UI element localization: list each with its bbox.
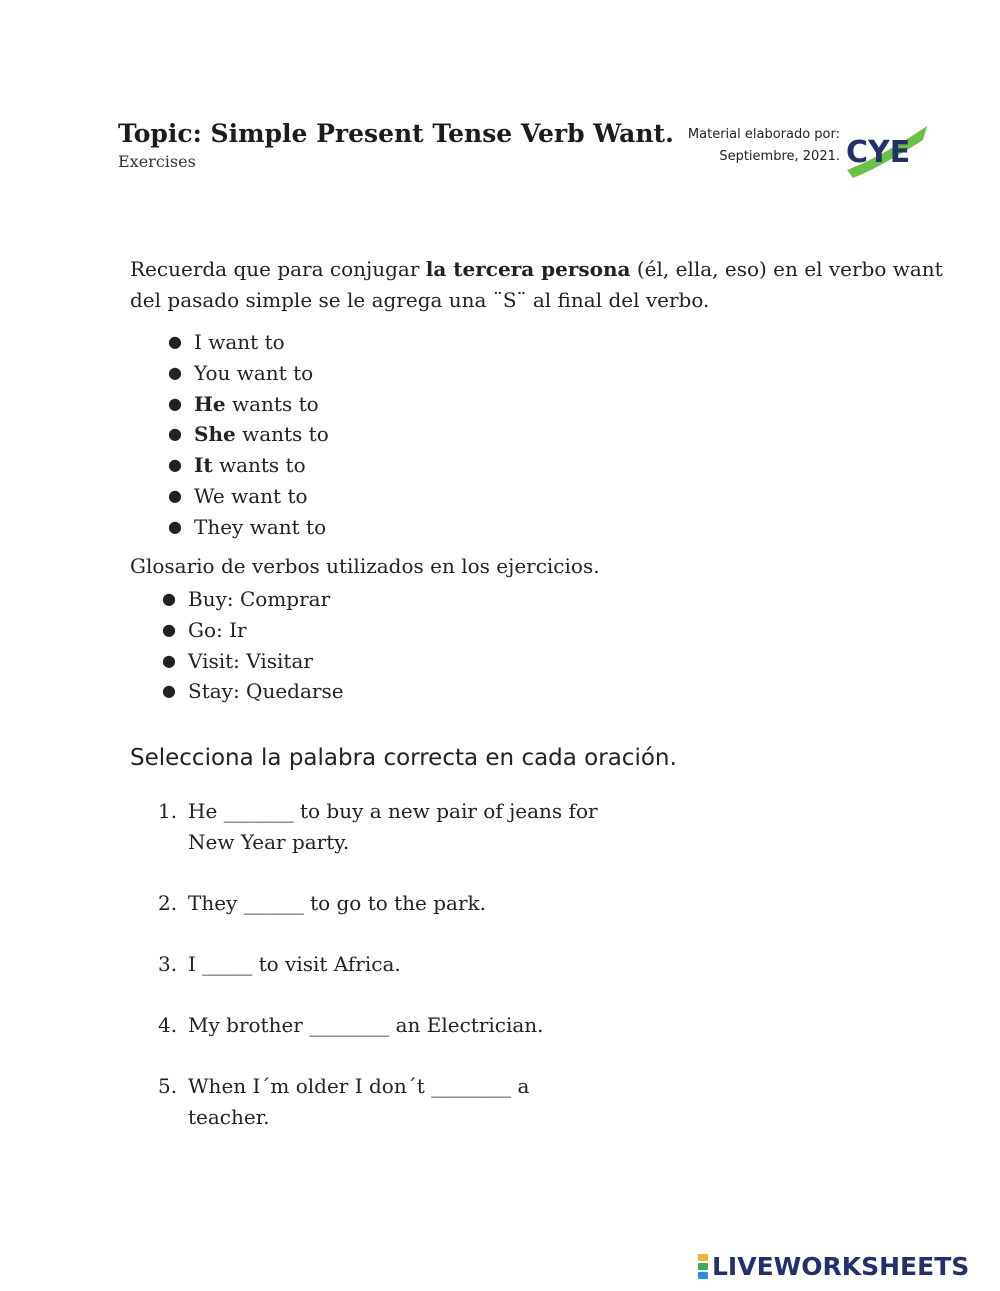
brand-logo-icon <box>698 1254 708 1279</box>
brand-text: LIVEWORKSHEETS <box>712 1252 970 1281</box>
glossary-entry: Buy: Comprar <box>188 587 331 611</box>
exercise-item <box>158 949 608 980</box>
list-item <box>162 676 344 707</box>
pronoun-bold: She <box>194 422 236 447</box>
page-subtitle: Exercises <box>118 152 196 171</box>
conjugation-text: wants to <box>225 391 319 416</box>
exercise-sentence: He _______ to buy a new pair of jeans for New Year party. <box>188 799 598 854</box>
logo-text: CYE <box>846 135 911 170</box>
glossary-entry: Stay: Quedarse <box>188 679 344 704</box>
page-title: Topic: Simple Present Tense Verb Want. <box>118 119 674 148</box>
exercise-item <box>158 1071 608 1133</box>
intro-text-end: (él, ella, eso) en el verbo want del pasado simple se le agrega una ¨S¨ al final del verbo. <box>130 257 943 312</box>
exercise-instruction: Selecciona la palabra correcta en cada oración. <box>130 745 677 771</box>
bullet-icon: ● <box>168 424 182 444</box>
list-item <box>168 358 329 389</box>
credit-block <box>640 124 840 168</box>
exercise-item <box>158 1010 608 1041</box>
bullet-icon: ● <box>162 589 176 608</box>
exercise-sentence: When I´m older I don´t ________ a teacher. <box>188 1074 530 1129</box>
bullet-icon: ● <box>168 455 182 475</box>
pronoun-bold: It <box>194 453 213 478</box>
exercise-sentence: They ______ to go to the park. <box>188 891 487 915</box>
exercise-number: 5. <box>158 1074 178 1098</box>
conjugation-text: You want to <box>194 360 314 385</box>
list-item <box>168 419 329 450</box>
conjugation-text: They want to <box>194 514 327 539</box>
glossary-heading: Glosario de verbos utilizados en los ejercicios. <box>130 554 600 578</box>
exercise-list <box>158 796 608 1163</box>
bullet-icon: ● <box>168 516 182 536</box>
list-item <box>162 584 344 615</box>
glossary-entry: Go: Ir <box>188 617 247 642</box>
exercise-item <box>158 888 608 919</box>
pronoun-conjugation-list <box>168 327 329 543</box>
conjugation-text: I want to <box>194 330 285 354</box>
conjugation-text: wants to <box>235 422 329 447</box>
exercise-number: 1. <box>158 799 178 823</box>
bullet-icon: ● <box>168 362 182 382</box>
bullet-icon: ● <box>162 619 176 639</box>
list-item <box>168 327 329 358</box>
exercise-number: 2. <box>158 891 178 915</box>
liveworksheets-brand <box>698 1252 969 1281</box>
exercise-sentence: I _____ to visit Africa. <box>188 952 401 976</box>
bullet-icon: ● <box>162 681 176 701</box>
exercise-item <box>158 796 608 858</box>
cye-logo <box>843 122 929 178</box>
bullet-icon: ● <box>168 332 182 351</box>
intro-bold-term: la tercera persona <box>425 257 631 281</box>
exercise-sentence: My brother ________ an Electrician. <box>188 1013 544 1037</box>
pronoun-bold: He <box>194 391 226 416</box>
list-item <box>168 450 329 481</box>
list-item <box>162 615 344 646</box>
credit-line-author: Material elaborado por: <box>687 127 840 142</box>
exercise-number: 4. <box>158 1013 178 1037</box>
list-item <box>168 481 329 512</box>
bullet-icon: ● <box>168 485 182 505</box>
bullet-icon: ● <box>162 650 176 670</box>
exercise-number: 3. <box>158 952 178 976</box>
bullet-icon: ● <box>168 393 182 413</box>
intro-text-start: Recuerda que para conjugar <box>130 257 426 281</box>
intro-paragraph <box>130 254 950 316</box>
list-item <box>162 646 344 677</box>
glossary-entry: Visit: Visitar <box>188 648 313 673</box>
glossary-list <box>162 584 344 707</box>
conjugation-text: wants to <box>212 453 306 478</box>
list-item <box>168 512 329 543</box>
credit-line-date: Septiembre, 2021. <box>719 149 840 164</box>
conjugation-text: We want to <box>194 483 308 508</box>
list-item <box>168 389 329 420</box>
